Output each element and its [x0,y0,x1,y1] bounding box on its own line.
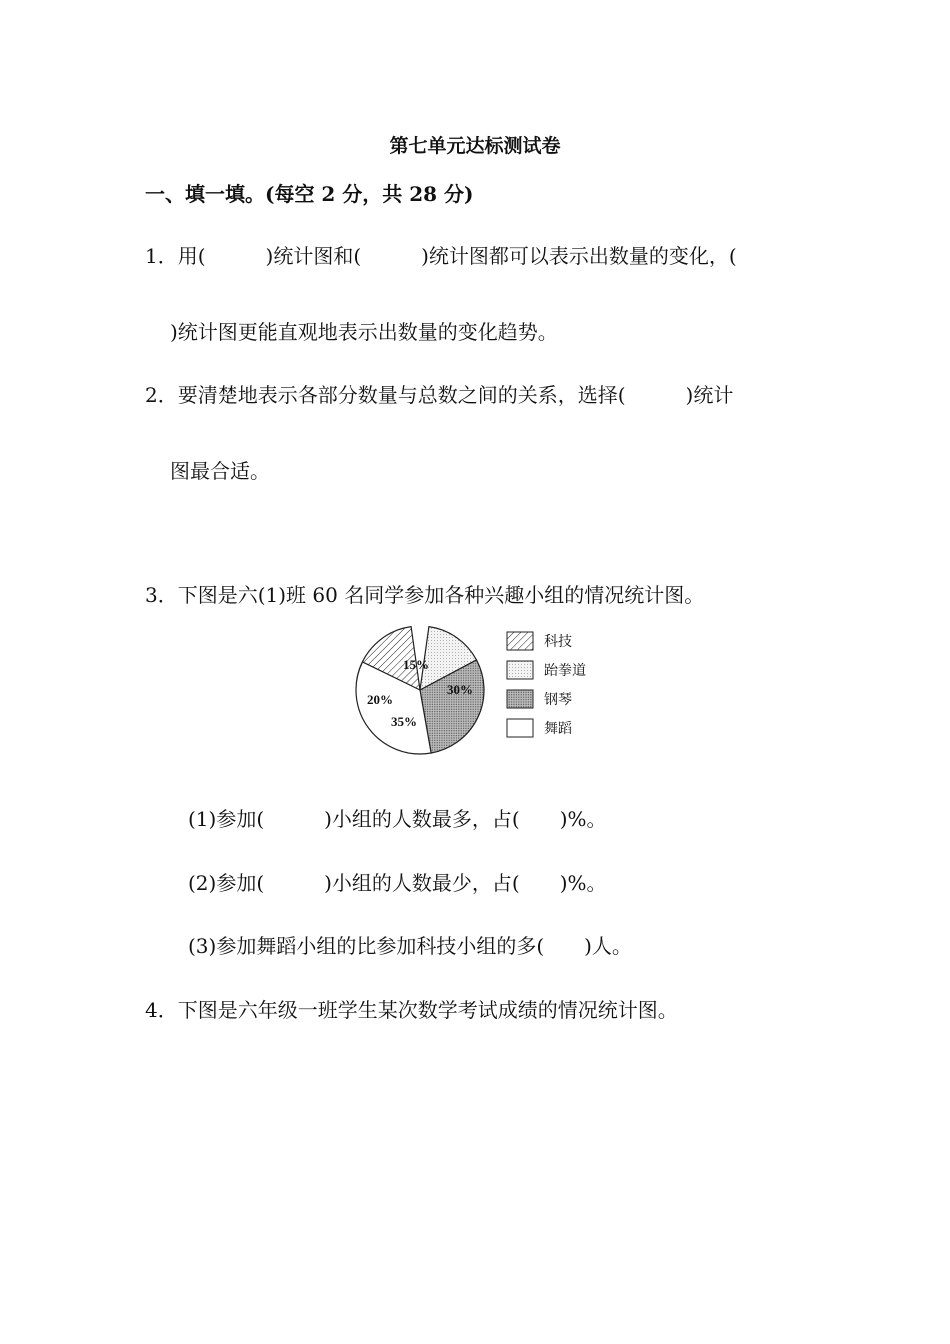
legend-swatch-0 [507,632,533,650]
legend-label-3: 舞蹈 [544,721,572,737]
legend-swatch-1 [507,661,533,679]
pie-slice-label-2: 30% [447,682,473,697]
pie-slice-label-3: 35% [391,714,417,729]
page-title: 第七单元达标测试卷 [389,135,561,157]
question-2-line-2: 图最合适。 [170,459,270,483]
legend-swatch-2 [507,690,533,708]
legend-label-0: 科技 [544,634,572,650]
question-1-line-1: 1．用( )统计图和( )统计图都可以表示出数量的变化，( [145,244,737,268]
question-3-sub-1: (1)参加( )小组的人数最多，占( )%。 [188,807,607,831]
legend-label-1: 跆拳道 [544,663,586,679]
legend-swatch-3 [507,719,533,737]
question-3-sub-2: (2)参加( )小组的人数最少，占( )%。 [188,871,607,895]
legend [507,632,586,737]
pie [356,627,484,754]
pie-slice-label-1: 15% [403,657,429,672]
legend-label-2: 钢琴 [544,692,572,708]
question-4-intro: 4．下图是六年级一班学生某次数学考试成绩的情况统计图。 [145,998,678,1022]
question-3-intro: 3．下图是六(1)班 60 名同学参加各种兴趣小组的情况统计图。 [145,583,705,607]
question-1-line-2: )统计图更能直观地表示出数量的变化趋势。 [170,320,558,344]
question-2-line-1: 2．要清楚地表示各部分数量与总数之间的关系，选择( )统计 [145,383,734,407]
pie-slice-label-0: 20% [367,692,393,707]
interest-group-pie-chart [352,624,602,764]
section-heading: 一、填一填。(每空 2 分，共 28 分) [145,182,474,206]
question-3-sub-3: (3)参加舞蹈小组的比参加科技小组的多( )人。 [188,934,632,958]
